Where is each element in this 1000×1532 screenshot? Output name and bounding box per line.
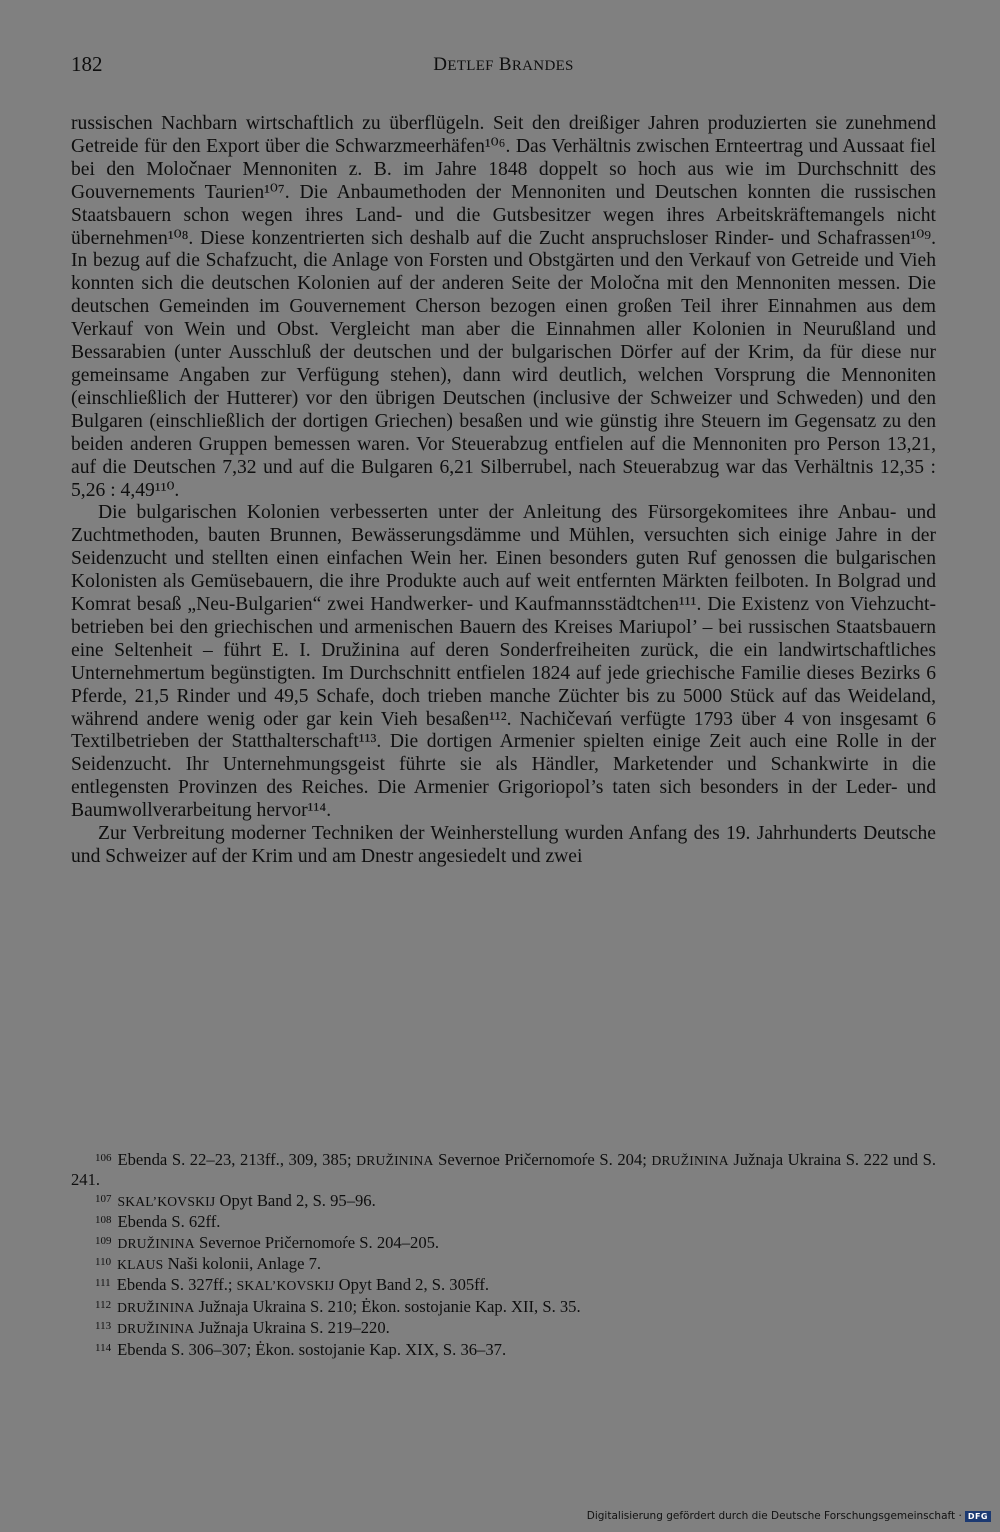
footnote-author: DRUŽININA bbox=[117, 1299, 195, 1315]
footnote-author: DRUŽININA bbox=[117, 1321, 195, 1337]
footnote bbox=[71, 1149, 936, 1190]
footnote-number: 109 bbox=[95, 1234, 112, 1247]
footnotes bbox=[71, 1149, 936, 1359]
page-number: 182 bbox=[71, 52, 103, 76]
footnote-author: DRUŽININA bbox=[117, 1235, 195, 1251]
footnote-number: 111 bbox=[95, 1277, 111, 1290]
footnote-author: DRUŽININA bbox=[651, 1153, 729, 1168]
credit-text: Digitalisierung gefördert durch die Deutsche Forschungsgemeinschaft · bbox=[586, 1510, 962, 1522]
footnote-text: Ebenda S. 62ff. bbox=[117, 1212, 221, 1232]
footnote-text: Opyt Band 2, S. 95–96. bbox=[215, 1190, 376, 1210]
footnote bbox=[71, 1253, 936, 1274]
footnote-text: Ebenda S. 306–307; Ėkon. sostojanie Kap. XIX, S. 36–37. bbox=[117, 1339, 507, 1359]
author-last-rest: RANDES bbox=[511, 58, 574, 74]
footnote-text: Ebenda S. 327ff.; bbox=[116, 1275, 237, 1295]
footnote-text: Južnaja Ukraina S. 222 und S. 241. bbox=[71, 1150, 936, 1190]
footnote-text: Naši kolonii, Anlage 7. bbox=[163, 1254, 322, 1274]
footnote-number: 113 bbox=[95, 1320, 112, 1333]
paragraph: Zur Verbreitung moderner Techniken der Weinherstellung wurden Anfang des 19. Jahrhunderts Deutsche und Schweizer auf der Krim und am Dnestr angesiedelt und zwei bbox=[71, 823, 936, 867]
paragraph: russischen Nachbarn wirtschaftlich zu überflügeln. Seit den dreißiger Jahren produzierten sie zunehmend Getreide für den Export über die Schwarzmeerhäfen¹⁰⁶. Das Verhältnis zwischen Ernteertrag und Aussaat fiel bei den Moločnaer Mennoniten z. B. im Jahre 1848 doppelt so hoch aus wie im Durchschnitt des Gouvernements Taurien¹⁰⁷. Die Anbaumethoden der Mennoniten und Deutschen konnten die russischen Staatsbauern schon wegen ihres Land- und die Gutsbesitzer wegen ihres Arbeitskräftemangels nicht übernehmen¹⁰⁸. Diese konzentrierten sich deshalb auf die Zucht anspruchsloser Rinder- und Schafrassen¹⁰⁹. In bezug auf die Schafzucht, die Anlage von Forsten und Obstgärten und den Verkauf von Getreide und Vieh konnten sich die deutschen Kolonien auf der anderen Seite der Moločna mit den Mennoniten messen. Die deutschen Gemeinden im Gouvernement Cherson bezogen einen großen Teil ihrer Einnahmen aus dem Verkauf von Wein und Obst. Vergleicht man aber die Einnahmen aller Kolonien in Neurußland und Bessarabien (unter Ausschluß der deutschen und der bulgarischen Dörfer auf der Krim, da für diese nur gemeinsame Angaben zur Verfügung stehen), dann wird deutlich, welchen Vorsprung die Mennoniten (einschließlich der Hutterer) vor den übrigen Deutschen (inclusive der Schweizer und Schweden) und den Bulgaren (einschließlich der dortigen Griechen) besaßen und wie günstig ihre Steuern im Gegensatz zu den beiden anderen Gruppen bemessen waren. Vor Steuerabzug entfielen auf die Mennoniten pro Person 13,21, auf die Deutschen 7,32 und auf die Bulgaren 6,21 Silberrubel, nach Steuerabzug war das Verhältnis 12,35 : 5,26 : 4,49¹¹⁰. bbox=[71, 113, 936, 501]
author-last-initial: B bbox=[498, 54, 512, 75]
footnote bbox=[71, 1339, 936, 1359]
footnote bbox=[71, 1232, 936, 1253]
author-first-rest: ETLEF bbox=[447, 58, 494, 74]
footnote-author: SKAL’KOVSKIJ bbox=[117, 1193, 216, 1209]
footnote bbox=[71, 1211, 936, 1231]
footnote-text: Severnoe Pričernomoŕe S. 204; bbox=[433, 1150, 652, 1169]
footnote-number: 110 bbox=[95, 1256, 112, 1269]
author-first-initial: D bbox=[433, 54, 448, 75]
footnote-author: DRUŽININA bbox=[356, 1153, 434, 1168]
footnote-text: Južnaja Ukraina S. 219–220. bbox=[194, 1318, 390, 1338]
footnote bbox=[71, 1317, 936, 1338]
footnote-author: SKAL’KOVSKIJ bbox=[236, 1278, 335, 1294]
footnote-author: KLAUS bbox=[117, 1257, 164, 1273]
footnote bbox=[71, 1190, 936, 1211]
footnote bbox=[71, 1274, 936, 1295]
footnote-number: 112 bbox=[95, 1298, 112, 1311]
page-header bbox=[71, 52, 936, 86]
footnote-number: 108 bbox=[95, 1214, 112, 1227]
footnote-text: Severnoe Pričernomoŕe S. 204–205. bbox=[194, 1232, 440, 1252]
footnote-number: 106 bbox=[95, 1152, 112, 1164]
digitization-credit bbox=[587, 1510, 991, 1522]
paragraph: Die bulgarischen Kolonien verbesserten unter der Anleitung des Fürsorgekomitees ihre Anbau- und Zuchtmethoden, bauten Brunnen, Bewässerungsdämme und Mühlen, versuchten sich einige Jahre in der Seidenzucht und stellten einen einfachen Wein her. Einen besonders guten Ruf genossen die bulgarischen Kolonisten als Gemüsebauern, die ihre Produkte auch auf weit entfernten Märkten feilboten. In Bolgrad und Komrat besaß „Neu-Bulgarien“ zwei Handwerker- und Kaufmannsstädtchen¹¹¹. Die Existenz von Viehzuchtbetrieben bei den griechischen und armenischen Bauern des Kreises Mariupol’ – bei russischen Staatsbauern eine Seltenheit – führt E. I. Družinina auf deren Sonderfreiheiten zurück, die ein landwirtschaftliches Unternehmertum begünstigten. Im Durchschnitt entfielen 1824 auf jede griechische Familie dieses Bezirks 6 Pferde, 21,5 Rinder und 49,5 Schafe, doch trieben manche Züchter bis zu 5000 Stück auf das Weideland, während andere wenig oder gar kein Vieh besaßen¹¹². Nachičevań verfügte 1793 über 4 von insgesamt 6 Textilbetrieben der Statthalterschaft¹¹³. Die dortigen Armenier spielten einige Zeit auch eine Rolle in der Seidenzucht. Ihr Unternehmungsgeist führte sie als Händler, Marketender und Schankwirte in die entlegensten Provinzen des Reiches. Die Armenier Grigoriopol’s taten sich besonders in der Leder- und Baumwollverarbeitung hervor¹¹⁴. bbox=[71, 502, 936, 822]
running-head-author bbox=[71, 54, 936, 76]
dfg-logo: DFG bbox=[965, 1511, 991, 1522]
footnote-text: Ebenda S. 22–23, 213ff., 309, 385; bbox=[117, 1150, 357, 1169]
footnote-text: Opyt Band 2, S. 305ff. bbox=[334, 1275, 490, 1295]
footnote-text: Južnaja Ukraina S. 210; Ėkon. sostojanie Kap. XII, S. 35. bbox=[194, 1296, 581, 1316]
footnote bbox=[71, 1296, 936, 1317]
footnote-number: 107 bbox=[95, 1192, 112, 1205]
footnote-number: 114 bbox=[95, 1341, 112, 1354]
main-text bbox=[71, 113, 936, 869]
